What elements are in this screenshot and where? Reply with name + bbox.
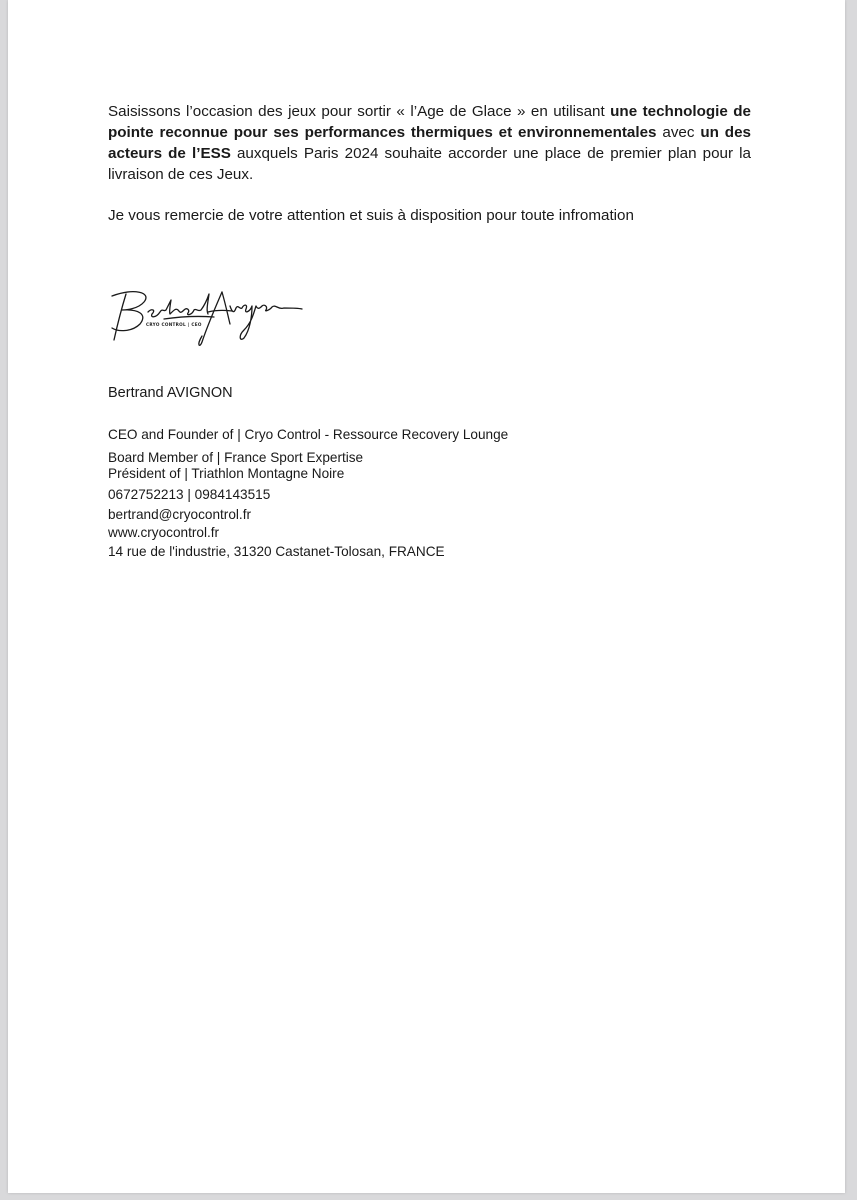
document-page <box>8 0 845 1193</box>
body-text-plain: avec <box>656 124 701 141</box>
signer-role-board: Board Member of | France Sport Expertise <box>108 450 364 465</box>
signer-address: 14 rue de l'industrie, 31320 Castanet-Tolosan, FRANCE <box>108 544 445 559</box>
signer-website[interactable]: www.cryocontrol.fr <box>108 525 220 540</box>
handwritten-signature <box>104 282 304 352</box>
signer-email[interactable]: bertrand@cryocontrol.fr <box>108 507 251 522</box>
signature-stamp: CRYO CONTROL | CEO <box>146 322 202 327</box>
body-text-plain: Saisissons l’occasion des jeux pour sortir « l’Age de Glace » en utilisant <box>108 103 611 120</box>
closing-paragraph: Je vous remercie de votre attention et suis à disposition pour toute infromation <box>108 207 634 224</box>
body-text-plain: auxquels Paris 2024 souhaite accorder une place de premier plan pour la livraison de ces Jeux. <box>108 145 751 183</box>
body-text-bold: une technologie de pointe reconnue pour ses performances thermiques et environnementales <box>108 103 751 141</box>
signer-name: Bertrand AVIGNON <box>108 385 233 401</box>
body-paragraph <box>108 101 751 185</box>
signer-role-president: Président of | Triathlon Montagne Noire <box>108 466 345 481</box>
signer-role-ceo: CEO and Founder of | Cryo Control - Ressource Recovery Lounge <box>108 427 509 442</box>
signer-phones: 0672752213 | 0984143515 <box>108 487 271 502</box>
body-text-bold: un des acteurs de l’ESS <box>108 124 751 162</box>
